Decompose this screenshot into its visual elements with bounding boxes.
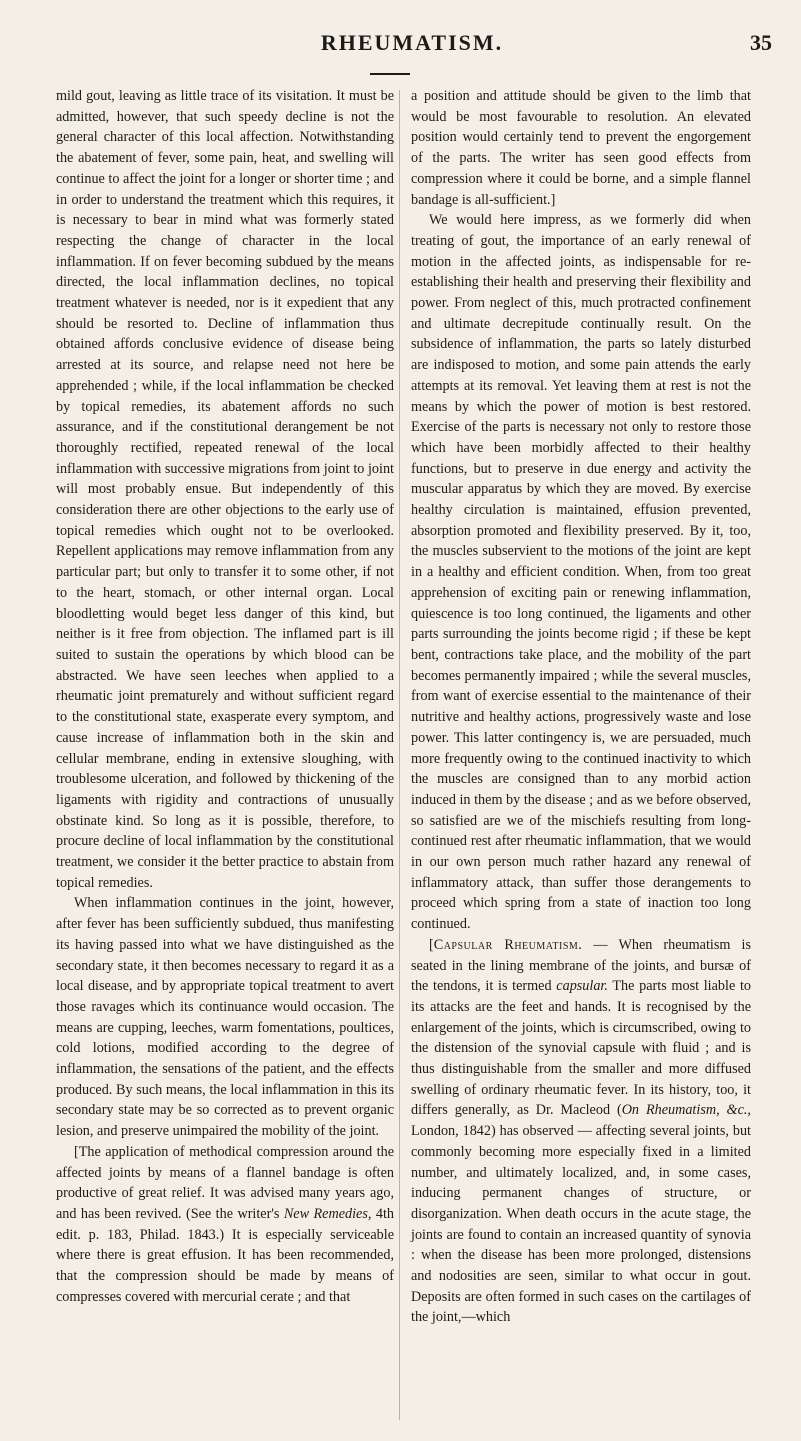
left-column: [56, 86, 394, 1307]
header-ornament: [370, 73, 410, 75]
page-number: 35: [750, 30, 772, 55]
paragraph: [411, 935, 751, 1328]
column-divider: [399, 90, 400, 1420]
text-run: London, 1842) has observed — affecting several joints, but commonly becoming more especially fixed in a limited number, and ultimately localized, and, in some cases, inducing permanent changes of structure, or disorganization. When death occurs in the acute stage, the joints are found to contain an increased quantity of synovia : when the disease has been more prolonged, distensions and nodosities are seen, similar to what occur in gout. Deposits are often formed in such cases on the cartilages of the joint,—which: [411, 1123, 751, 1326]
paragraph: a position and attitude should be given to the limb that would be most favourable to resolution. An elevated position would certainly tend to prevent the engorgement of the parts. The writer has seen good effects from compression where it could be borne, and a simple flannel bandage is all-sufficient.]: [411, 88, 751, 208]
paragraph: mild gout, leaving as little trace of its visitation. It must be admitted, however, that such speedy decline is not the general character of this local affection. Notwithstanding the abatement of fever, some pain, heat, and swelling will continue to affect the joint for a longer or shorter time ; and in order to understand the treatment which this requires, it is necessary to bear in mind what was formerly stated respecting the change of character in the local inflammation. If on fever becoming subdued by the means directed, the local inflammation declines, no topical treatment whatever is needed, nor is it expedient that any should be resorted to. Decline of inflammation thus obtained affords conclusive evidence of disease being arrested at its source, and relapse need not here be apprehended ; while, if the local inflammation be checked by topical remedies, its abatement affords no such assurance, and if the constitutional derangement be not thoroughly rectified, repeated renewal of the local inflammation with successive migrations from joint to joint will most probably ensue. But independently of this consideration there are other objections to the early use of topical remedies which ought not to be overlooked. Repellent applications may remove inflammation from any particular part; but only to transfer it to some other, if not to the heart, stomach, or other internal organ. Local bloodletting would beget less danger of this kind, but neither is it free from objection. The inflamed part is ill suited to sustain the operations by which blood can be abstracted. We have seen leeches when applied to a rheumatic joint prematurely and without sufficient regard to the constitutional state, exasperate every symptom, and cause increase of inflammation both in the skin and cellular membrane, ending in extensive sloughing, with troublesome ulceration, and followed by thickening of the ligaments with rigidity and contractions of unusually obstinate kind. So long as it is possible, therefore, to procure decline of local inflammation by the constitutional treatment, we consider it the better practice to abstain from topical remedies.: [56, 88, 394, 891]
italic-title: New Remedies,: [283, 1205, 372, 1222]
italic-title: On Rheumatism, &c.,: [621, 1102, 751, 1119]
right-column: [411, 86, 751, 1328]
page-header: [52, 30, 772, 60]
paragraph: [56, 1142, 394, 1308]
section-heading: Capsular Rheumatism.: [433, 936, 583, 953]
text-run: 4th edit. p. 183, Philad. 1843.) It is especially serviceable where there is great effusion. It has been recommended, that the compression should be made by means of compresses covered with mercurial cerate ; and that: [56, 1205, 394, 1305]
text-run: — When rheumatism is seated in the lining membrane of the joints, and bursæ of the tendons, it is termed: [411, 936, 751, 995]
paragraph: We would here impress, as we formerly did when treating of gout, the importance of an early renewal of motion in the affected joints, as indispensable for re-establishing their health and preserving their flexibility and power. From neglect of this, much protracted confinement and ultimate decrepitude continually result. On the subsidence of inflammation, the parts so lately disturbed are indisposed to motion, and some pain attends the early attempts at its removal. Yet leaving them at rest is not the means by which the power of motion is best restored. Exercise of the parts is necessary not only to restore those which have been morbidly affected to their healthy functions, but to preserve in due energy and activity the muscular apparatus by which they are moved. By exercise healthy circulation is maintained, effusion prevented, absorption promoted and flexibility preserved. By it, too, the muscles subservient to the motions of the joint are kept in a healthy and efficient condition. When, from too great apprehension of exciting pain or renewing inflammation, quiescence is too long continued, the ligaments and other parts surrounding the joints become rigid ; if these be kept bent, contractions take place, and the mobility of the part becomes permanently impaired ; while the several muscles, from want of exercise essential to the maintenance of their nutritive and healthy actions, progressively waste and lose power. This latter contingency is, we are persuaded, much more frequently owing to the continued inactivity to which the muscles are consigned than to any morbid action induced in them by the disease ; and as we before observed, so satisfied are we of the mischiefs resulting from long-continued rest after rheumatic inflammation, that we would in our own person much rather hazard any renewal of inflammatory attack, than suffer those derangements to proceed which spring from a state of inaction too long continued.: [411, 212, 751, 933]
text-run: The parts most liable to its attacks are the feet and hands. It is recognised by the enlargement of the joints, which is circumscribed, owing to the distension of the synovial capsule with fluid ; and is thus distinguishable from the smaller and more diffused swelling of ordinary rheumatic fever. In its history, too, it differs generally, as Dr. Macleod (: [411, 978, 751, 1119]
running-title: RHEUMATISM.: [320, 30, 504, 55]
paragraph: When inflammation continues in the joint, however, after fever has been sufficiently subdued, thus manifesting its having passed into what we have distinguished as the secondary state, it then becomes necessary to regard it as a local disease, and by appropriate topical treatment to avert those ravages which its continuance would occasion. The means are cupping, leeches, warm fomentations, poultices, cold lotions, modified according to the degree of inflammation, the sensations of the patient, and the effects produced. By such means, the local inflammation in this its secondary state may be so corrected as to prevent organic lesion, and preserve unimpaired the mobility of the joint.: [56, 895, 394, 1140]
text-run: [The application of methodical compression around the affected joints by means of a flannel bandage is often productive of great relief. It was advised many years ago, and has been revived. (See the writer's: [56, 1143, 394, 1222]
text-run: [: [429, 936, 434, 953]
italic-term: capsular.: [556, 978, 608, 995]
